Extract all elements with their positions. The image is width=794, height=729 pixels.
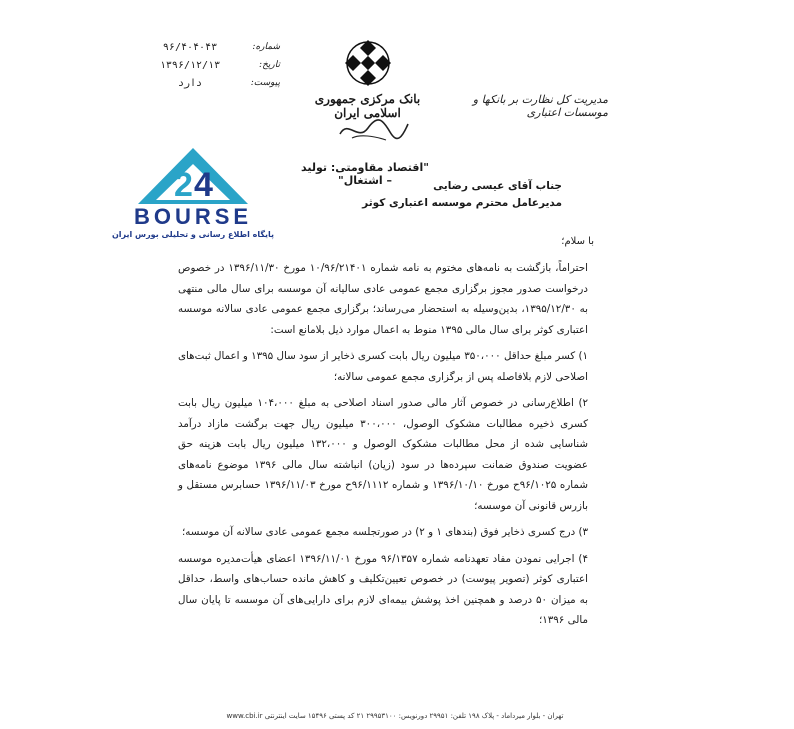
bourse-logo-icon — [108, 146, 278, 230]
addressee — [262, 178, 562, 212]
letter-body — [178, 258, 588, 631]
department-title: مدیریت کل نظارت بر بانکها و موسسات اعتباری — [472, 93, 608, 119]
body-item-4: ۴) اجرایی نمودن مفاد تعهدنامه شماره ۹۶/۱۳۵۷ مورخ ۱۳۹۶/۱۱/۰۱ اعضای هیأت‌مدیره موسسه اعتباری کوثر (تصویر پیوست) در خصوص تعیین‌تکلیف و کاهش مانده حساب‌های واسط، حداقل به میزان ۵۰ درصد و همچنین اخذ پوشش بیمه‌ای لازم برای دارایی‌های آن موسسه تا پایان سال مالی ۱۳۹۶؛ — [178, 552, 588, 626]
bourse-tagline: پایگاه اطلاع رسانی و تحلیلی بورس ایران — [111, 230, 275, 239]
letter-number-label: شماره: — [252, 42, 280, 52]
letter-date-label: تاریخ: — [259, 60, 280, 70]
bourse-watermark-logo — [108, 146, 278, 246]
bank-emblem-icon — [343, 38, 393, 88]
letter-attachment-label: پیوست: — [250, 78, 280, 88]
signature-icon — [338, 114, 410, 144]
body-item-3: ۳) درج کسری ذخایر فوق (بندهای ۱ و ۲) در صورتجلسه مجمع عمومی عادی سالانه آن موسسه؛ — [181, 526, 588, 538]
body-intro: احتراماً، بازگشت به نامه‌های مختوم به نامه شماره ۱۰/۹۶/۲۱۴۰۱ مورخ ۱۳۹۶/۱۱/۳۰ در خصوص درخواست صدور مجوز برگزاری مجمع عمومی عادی سالیانه آن موسسه برای سال مالی منتهی به ۱۳۹۵/۱۲/۳۰، بدین‌وسیله به استحضار می‌رساند؛ برگزاری مجمع عمومی عادی سالانه موسسه اعتباری کوثر برای سال مالی ۱۳۹۵ منوط به اعمال موارد ذیل بلامانع است: — [178, 262, 588, 336]
bourse-logo-text: BOURSE — [133, 204, 253, 229]
salutation: با سلام؛ — [561, 236, 594, 247]
body-item-1: ۱) کسر مبلغ حداقل ۳۵۰،۰۰۰ میلیون ریال بابت کسری ذخایر از سود سال ۱۳۹۵ و اعمال ثبت‌های اصلاحی لازم بلافاصله پس از برگزاری مجمع عمومی سالانه؛ — [177, 350, 588, 383]
footer-address: تهران - بلوار میرداماد - پلاک ۱۹۸ تلفن: ۲۹۹۵۱ دورنویس: ۲۹۹۵۳۱۰۰ ۲۱ کد پستی ۱۵۴۹۶ سایت اینترنتی www.cbi.ir — [226, 712, 564, 720]
slogan: "اقتصاد مقاومتی: تولید – اشتغال" — [301, 161, 429, 187]
bank-name: بانک مرکزی جمهوری اسلامی ایران — [314, 92, 421, 120]
svg-text:4: 4 — [194, 166, 213, 204]
letter-date: ۱۳۹۶/۱۲/۱۳ — [159, 59, 221, 71]
letter-attachment: دارد — [177, 77, 203, 89]
svg-text:2: 2 — [174, 166, 193, 204]
addressee-title: مدیرعامل محترم موسسه اعتباری کوثر — [362, 197, 562, 209]
letter-number: ۹۶/۴۰۴۰۴۳ — [162, 41, 218, 53]
addressee-name: جناب آقای عیسی رضایی — [433, 180, 562, 192]
body-item-2: ۲) اطلاع‌رسانی در خصوص آثار مالی صدور اسناد اصلاحی به مبلغ ۱۰۴،۰۰۰ میلیون ریال بابت کسری ذخیره مطالبات مشکوک الوصول، ۳۰۰،۰۰۰ میلیون ریال جهت برگشت مازاد درآمد شناسایی شده از محل مطالبات مشکوک الوصول و ۱۳۲،۰۰۰ میلیون ریال بابت هزینه حق عضویت صندوق ضمانت سپرده‌ها در سود (زیان) انباشته سال مالی ۱۳۹۶ موضوع نامه‌های شماره ۹۶/۱۰۲۵ح مورخ ۱۳۹۶/۱۰/۱۰ و شماره ۹۶/۱۱۱۲ح مورخ ۱۳۹۶/۱۱/۰۳ حسابرس مستقل و بازرس قانونی آن موسسه؛ — [178, 397, 589, 512]
letter-meta — [150, 38, 280, 92]
